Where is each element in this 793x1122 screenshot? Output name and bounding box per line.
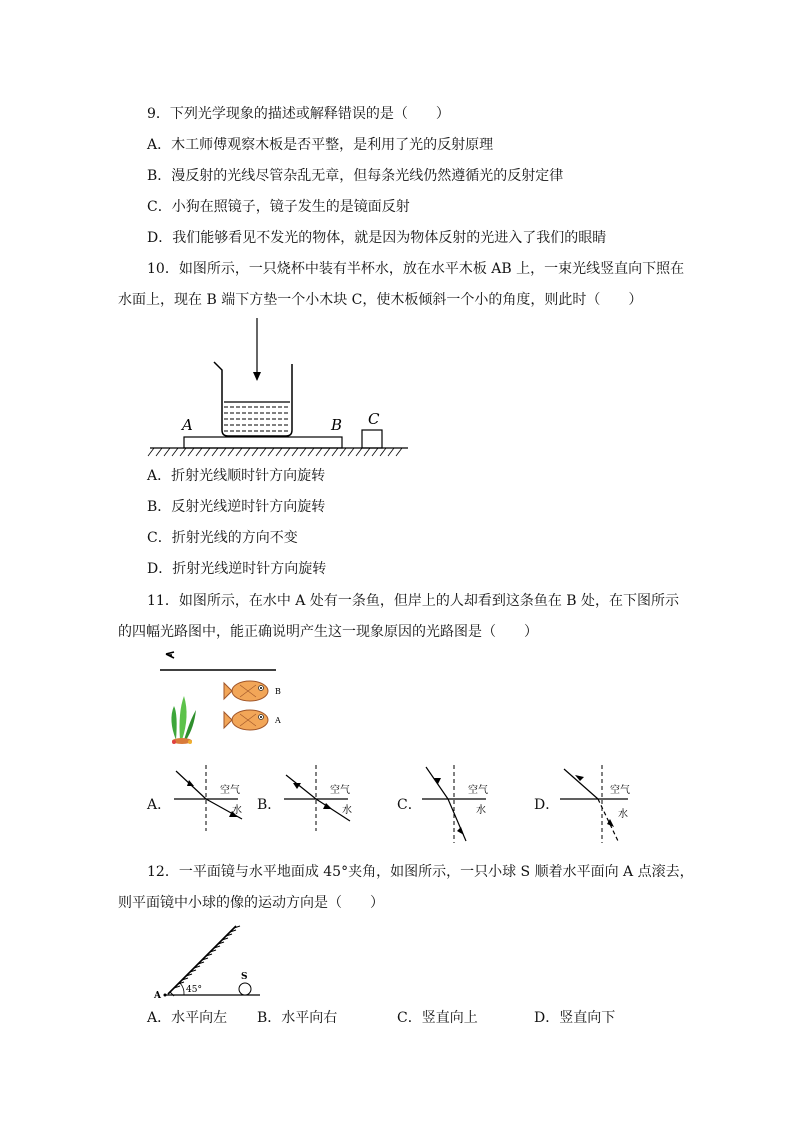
q11-diagram-c	[418, 765, 496, 843]
q11-diagram-label-a: A．	[147, 797, 172, 813]
svg-text:空气: 空气	[330, 785, 350, 796]
svg-text:空气: 空气	[468, 785, 488, 796]
q10-block-c	[362, 430, 382, 448]
q10-stem-line2: 水面上，现在 B 端下方垫一个小木块 C，使木板倾斜一个小的角度，则此时（ ）	[118, 292, 643, 308]
q11-stem-line1: 11．如图所示，在水中 A 处有一条鱼，但岸上的人却看到这条鱼在 B 处，在下图所示	[147, 593, 680, 609]
q10-option-d: D．折射光线逆时针方向旋转	[147, 561, 327, 577]
q11-fish-label-a: A	[275, 716, 281, 725]
q10-option-a: A．折射光线顺时针方向旋转	[147, 468, 326, 484]
svg-text:空气: 空气	[610, 785, 630, 796]
q11-diagram-label-b: B．	[257, 797, 282, 813]
q12-mirror-figure	[150, 920, 270, 1000]
fish-real-a-icon	[224, 710, 268, 730]
q10-board	[184, 437, 342, 448]
q9-option-c: C．小狗在照镜子，镜子发生的是镜面反射	[147, 199, 410, 215]
q11-fish-label-b: B	[275, 687, 281, 696]
q10-option-b: B．反射光线逆时针方向旋转	[147, 499, 326, 515]
q12-option-d: D．竖直向下	[534, 1010, 616, 1026]
q9-stem: 9．下列光学现象的描述或解释错误的是（ ）	[147, 106, 450, 122]
q9-option-a: A．木工师傅观察木板是否平整，是利用了光的反射原理	[147, 137, 494, 153]
q10-option-c: C．折射光线的方向不变	[147, 530, 298, 546]
q11-fish-figure	[160, 650, 290, 750]
q10-ray-arrow	[253, 372, 261, 381]
q12-option-c: C．竖直向上	[397, 1010, 478, 1026]
svg-text:水: 水	[618, 809, 628, 820]
q11-diagram-label-c: C．	[397, 797, 422, 813]
q12-label-a: A	[154, 991, 161, 1000]
q9-option-d: D．我们能够看见不发光的物体，就是因为物体反射的光进入了我们的眼睛	[147, 230, 607, 246]
q10-label-a: A	[182, 416, 193, 434]
q12-stem-line1: 12．一平面镜与水平地面成 45°夹角，如图所示，一只小球 S 顺着水平面向 A 点滚去，	[147, 864, 694, 880]
q9-option-b: B．漫反射的光线尽管杂乱无章，但每条光线仍然遵循光的反射定律	[147, 168, 564, 184]
q10-label-b: B	[331, 416, 343, 434]
svg-text:空气: 空气	[220, 785, 240, 796]
q12-ball	[239, 983, 251, 995]
q11-diagram-a	[170, 765, 248, 831]
q11-diagram-label-d: D．	[534, 797, 560, 813]
svg-text:水: 水	[476, 805, 486, 816]
q12-option-a: A．水平向左	[147, 1010, 228, 1026]
q11-diagram-b	[280, 765, 358, 831]
svg-text:水: 水	[342, 805, 352, 816]
q12-option-b: B．水平向右	[257, 1010, 338, 1026]
q10-stem-line1: 10．如图所示，一只烧杯中装有半杯水，放在水平木板 AB 上，一束光线竖直向下照在	[147, 261, 685, 277]
q10-label-c: C	[368, 410, 380, 428]
q10-beaker-figure	[140, 318, 420, 460]
q12-label-s: S	[241, 972, 248, 982]
svg-text:水: 水	[232, 805, 242, 816]
seaweed-icon	[171, 696, 196, 744]
q11-diagram-d	[556, 765, 634, 843]
eye-icon	[166, 652, 174, 658]
fish-image-b-icon	[224, 681, 268, 701]
q12-label-angle: 45°	[186, 985, 202, 995]
q11-stem-line2: 的四幅光路图中，能正确说明产生这一现象原因的光路图是（ ）	[118, 624, 538, 640]
q12-stem-line2: 则平面镜中小球的像的运动方向是（ ）	[118, 895, 384, 911]
